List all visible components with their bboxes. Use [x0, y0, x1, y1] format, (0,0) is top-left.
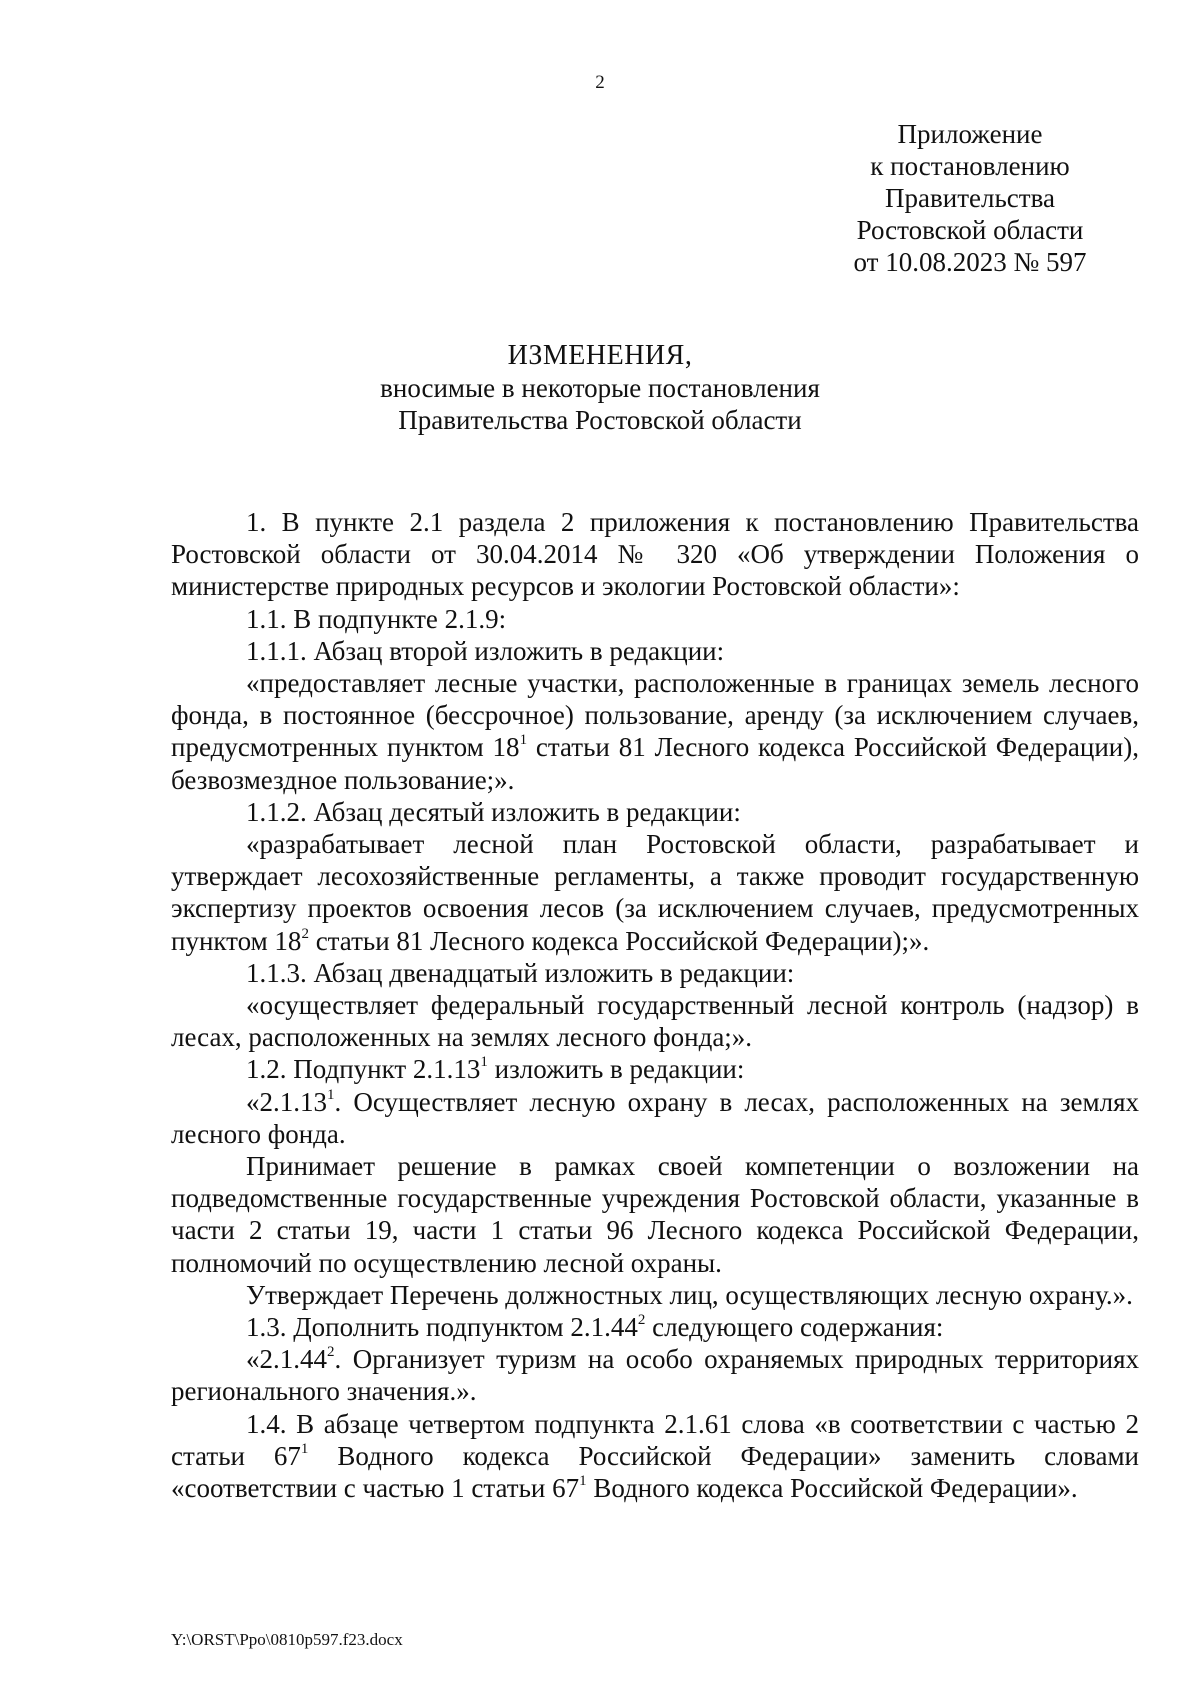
paragraph [171, 667, 1139, 796]
paragraph: 1.1. В подпункте 2.1.9: [246, 603, 507, 634]
superscript: 1 [300, 1440, 309, 1457]
superscript: 1 [327, 1086, 335, 1103]
superscript: 1 [519, 732, 528, 749]
annex-line: к постановлению [870, 151, 1070, 181]
superscript: 1 [480, 1054, 488, 1071]
paragraph-text: 1.2. Подпункт 2.1.13 [246, 1054, 481, 1085]
superscript: 2 [327, 1344, 335, 1361]
annex-line: от 10.08.2023 № 597 [853, 247, 1087, 277]
file-path-footer: Y:\ORST\Ppo\0810p597.f23.docx [171, 1630, 403, 1649]
annex-line: Ростовской области [856, 215, 1084, 245]
paragraph: 1. В пункте 2.1 раздела 2 приложения к постановлению Правительства Ростовской области от 30.04.2014 № 320 «Об утверждении Положения о министерстве природных ресурсов и экологии Ростовской области»: [171, 507, 1139, 602]
paragraph: 1.1.1. Абзац второй изложить в редакции: [246, 635, 725, 666]
paragraph [171, 1053, 1139, 1085]
paragraph: 1.1.2. Абзац десятый изложить в редакции: [246, 796, 741, 827]
paragraph-text: Водного кодекса Российской Федерации» заменить словами «соответствии с частью 1 статьи 67 [171, 1440, 1139, 1504]
document-heading [0, 340, 1200, 436]
paragraph [171, 1311, 1139, 1343]
superscript: 2 [637, 1312, 646, 1329]
paragraph-text: «2.1.13 [246, 1086, 327, 1117]
paragraph-text: «предоставляет лесные участки, расположенные в границах земель лесного фонда, в постоянное (бессрочное) пользование, аренду (за исключением случаев, предусмотренных пунктом 18 [171, 668, 1139, 763]
paragraph-text: «2.1.44 [246, 1344, 327, 1375]
document-body [171, 506, 1139, 1504]
paragraph [171, 1343, 1139, 1407]
paragraph: 1.1.3. Абзац двенадцатый изложить в редакции: [246, 957, 795, 988]
superscript: 2 [301, 925, 309, 942]
paragraph-text: статьи 81 Лесного кодекса Российской Федерации);». [308, 925, 930, 956]
paragraph: Утверждает Перечень должностных лиц, осуществляющих лесную охрану.». [246, 1279, 1133, 1310]
heading-subtitle: вносимые в некоторые постановления [380, 373, 820, 403]
paragraph: Принимает решение в рамках своей компетенции о возложении на подведомственные государственные учреждения Ростовской области, указанные в части 2 статьи 19, части 1 статьи 96 Лесного кодекса Российской Федерации, полномочий по осуществлению лесной охраны. [171, 1151, 1139, 1278]
annex-line: Приложение [897, 119, 1043, 149]
paragraph-text: . Организует туризм на особо охраняемых природных территориях регионального значения.». [171, 1344, 1139, 1407]
heading-title: ИЗМЕНЕНИЯ, [507, 340, 693, 371]
heading-subtitle: Правительства Ростовской области [398, 405, 802, 435]
annex-block [820, 118, 1120, 278]
paragraph-text: статьи 81 Лесного кодекса Российской Федерации), безвозмездное пользование;». [171, 732, 1139, 795]
page-number: 2 [595, 72, 605, 93]
paragraph [171, 1408, 1139, 1505]
paragraph-text: Водного кодекса Российской Федерации». [586, 1473, 1078, 1504]
paragraph-text: 1.4. В абзаце четвертом подпункта 2.1.61 слова «в соответствии с частью 2 статьи 67 [171, 1408, 1139, 1471]
paragraph-text: «разрабатывает лесной план Ростовской области, разрабатывает и утверждает лесохозяйственные регламенты, а также проводит государственную экспертизу проектов освоения лесов (за исключением случаев, предусмотренных пунктом 18 [171, 829, 1139, 956]
paragraph [171, 828, 1139, 957]
paragraph-text: 1.3. Дополнить подпунктом 2.1.44 [246, 1312, 638, 1343]
paragraph-text: изложить в редакции: [487, 1054, 745, 1085]
paragraph: «осуществляет федеральный государственный лесной контроль (надзор) в лесах, расположенных на землях лесного фонда;». [171, 990, 1139, 1053]
paragraph [171, 1086, 1139, 1150]
annex-line: Правительства [885, 183, 1055, 213]
superscript: 1 [579, 1473, 587, 1490]
paragraph-text: следующего содержания: [645, 1312, 944, 1343]
paragraph-text: . Осуществляет лесную охрану в лесах, расположенных на землях лесного фонда. [171, 1086, 1139, 1149]
